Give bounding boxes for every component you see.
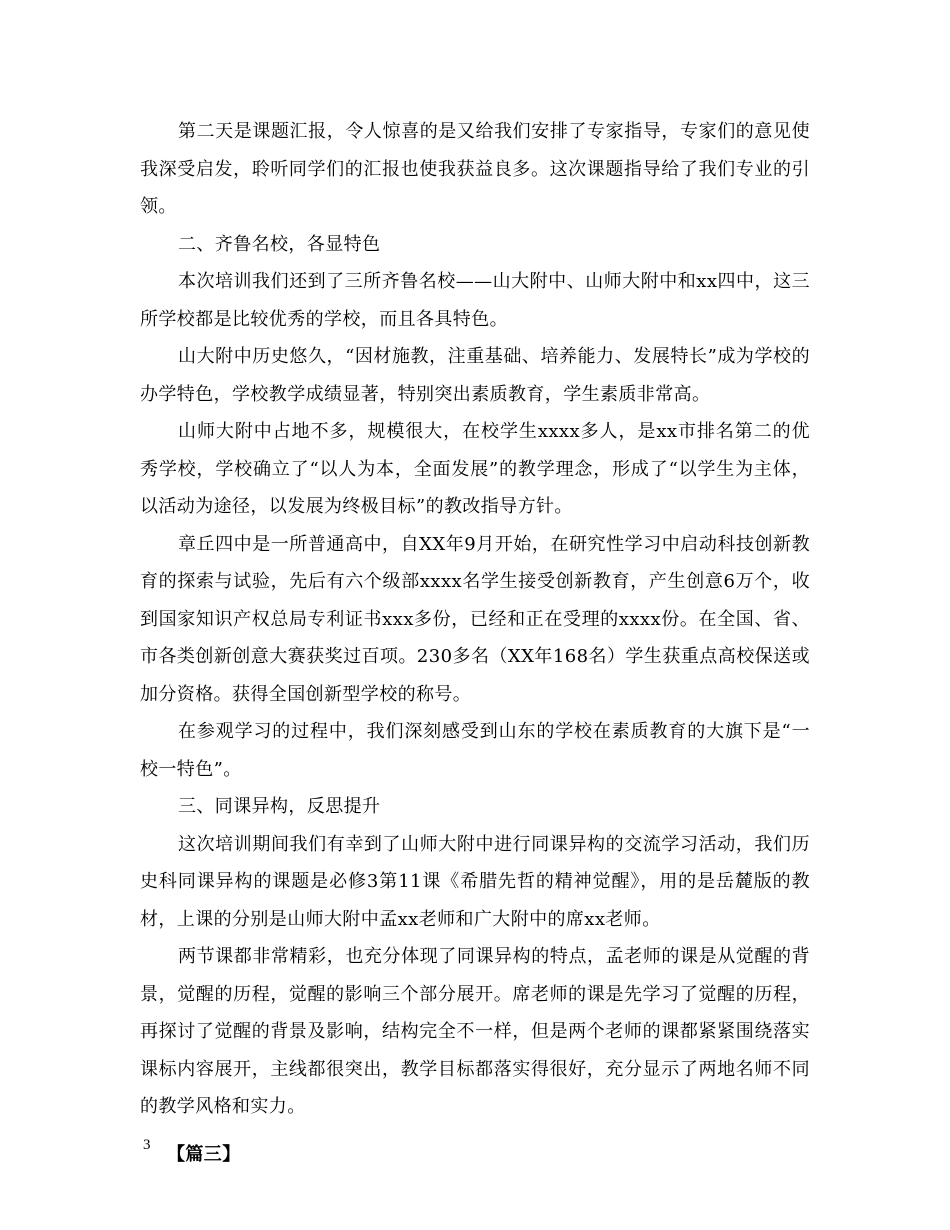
section-heading-two: 二、齐鲁名校，各显特色 [178,233,381,255]
paragraph: 在参观学习的过程中，我们深刻感受到山东的学校在素质教育的大旗下是“一校一特色”。 [140,721,810,780]
paragraph: 本次培训我们还到了三所齐鲁名校——山大附中、山师大附中和xx四中，这三所学校都是比较优秀的学校，而且各具特色。 [140,271,810,330]
paragraph: 第二天是课题汇报，令人惊喜的是又给我们安排了专家指导，专家们的意见使我深受启发，聆听同学们的汇报也使我获益良多。这次课题指导给了我们专业的引领。 [140,121,810,217]
paragraph: 山师大附中占地不多，规模很大，在校学生xxxx多人，是xx市排名第二的优秀学校，学校确立了“以人为本，全面发展”的教学理念，形成了“以学生为主体，以活动为途径，以发展为终极目标”的教改指导方针。 [140,421,810,517]
paragraph: 这次培训期间我们有幸到了山师大附中进行同课异构的交流学习活动，我们历史科同课异构的课题是必修3第11课《希腊先哲的精神觉醒》，用的是岳麓版的教材，上课的分别是山师大附中孟xx老师和广大附中的席xx老师。 [140,833,810,930]
paragraph: 章丘四中是一所普通高中，自XX年9月开始，在研究性学习中启动科技创新教育的探索与试验，先后有六个级部xxxx名学生接受创新教育，产生创意6万个，收到国家知识产权总局专利证书xxx多份，已经和正在受理的xxxx份。在全国、省、市各类创新创意大赛获奖过百项。230多名（XX年168名）学生获重点高校保送或加分资格。获得全国创新型学校的称号。 [140,533,810,705]
paragraph: 山大附中历史悠久，“因材施教，注重基础、培养能力、发展特长”成为学校的办学特色，学校教学成绩显著，特别突出素质教育，学生素质非常高。 [140,346,810,405]
document-body [140,113,810,1173]
section-heading-three: 三、同课异构，反思提升 [178,796,381,817]
part-three-heading: 【篇三】 [167,1143,241,1165]
paragraph: 两节课都非常精彩，也充分体现了同课异构的特点，孟老师的课是从觉醒的背景，觉醒的历程，觉醒的影响三个部分展开。席老师的课是先学习了觉醒的历程，再探讨了觉醒的背景及影响，结构完全不一样，但是两个老师的课都紧紧围绕落实课标内容展开，主线都很突出，教学目标都落实得很好，充分显示了两地名师不同的教学风格和实力。 [140,946,810,1117]
page-number: 3 [143,1137,151,1153]
